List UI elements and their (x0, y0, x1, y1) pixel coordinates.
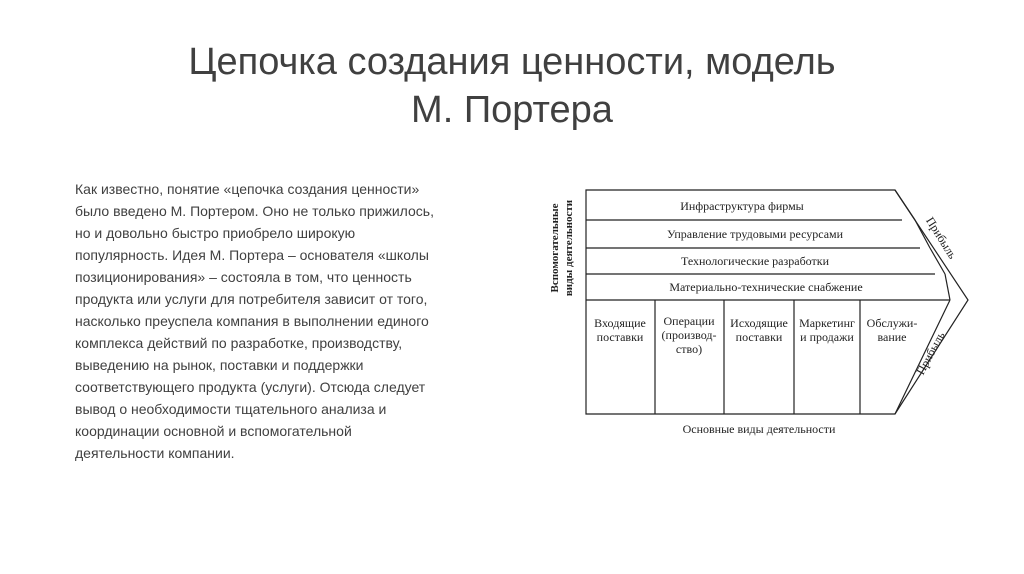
margin-label-top: Прибыль (923, 214, 960, 262)
primary-operations-2: (производ- (661, 328, 717, 342)
body-line: деятельности компании. (75, 445, 235, 461)
slide-title-line-1: Цепочка создания ценности, модель (188, 41, 836, 83)
body-line: насколько преуспела компания в выполнении единого (75, 313, 429, 329)
primary-operations-1: Операции (663, 314, 715, 328)
support-infrastructure: Инфраструктура фирмы (680, 199, 804, 213)
body-line: продукта или услуги для потребителя зависит от того, (75, 291, 428, 307)
body-line: но и довольно быстро приобрело широкую (75, 225, 356, 241)
primary-marketing-1: Маркетинг (799, 316, 855, 330)
body-line: соответствующего продукта (услуги). Отсюда следует (75, 379, 426, 395)
slide-title-line-2: М. Портера (411, 89, 613, 131)
body-line: Как известно, понятие «цепочка создания ценности» (75, 181, 420, 197)
body-line: выведению на рынок, поставки и поддержки (75, 357, 364, 373)
primary-inbound-2: поставки (596, 330, 644, 344)
primary-activities-label: Основные виды деятельности (682, 422, 836, 436)
body-line: популярность. Идея М. Портера – основателя «школы (75, 247, 429, 263)
primary-operations-3: ство) (675, 342, 703, 356)
support-procurement: Материально-технические снабжение (669, 280, 863, 294)
body-line: позиционирования» – состояла в том, что ценность (75, 269, 412, 285)
body-line: было введено М. Портером. Оно не только прижилось, (75, 203, 434, 219)
slide-title (0, 38, 1024, 134)
primary-marketing-2: и продажи (800, 330, 854, 344)
primary-outbound-2: поставки (735, 330, 783, 344)
primary-service-1: Обслужи- (866, 316, 918, 330)
support-divider (895, 190, 915, 220)
support-activities-label-1: Вспомогательные (549, 203, 561, 293)
primary-service-2: вание (877, 330, 907, 344)
chain-outline (586, 190, 968, 414)
body-line: вывод о необходимости тщательного анализа и (75, 401, 387, 417)
body-line: комплекса действий по разработке, производству, (75, 335, 403, 351)
margin-label-bottom: Прибыль (913, 329, 948, 378)
support-hr: Управление трудовыми ресурсами (666, 227, 844, 241)
support-activities-label-2: виды деятельности (563, 199, 575, 297)
support-technology: Технологические разработки (680, 254, 830, 268)
support-divider (945, 274, 950, 300)
value-chain-diagram (540, 180, 980, 450)
primary-outbound-1: Исходящие (730, 316, 788, 330)
body-line: координации основной и вспомогательной (75, 423, 352, 439)
body-paragraph (75, 178, 495, 464)
primary-inbound-1: Входящие (594, 316, 646, 330)
